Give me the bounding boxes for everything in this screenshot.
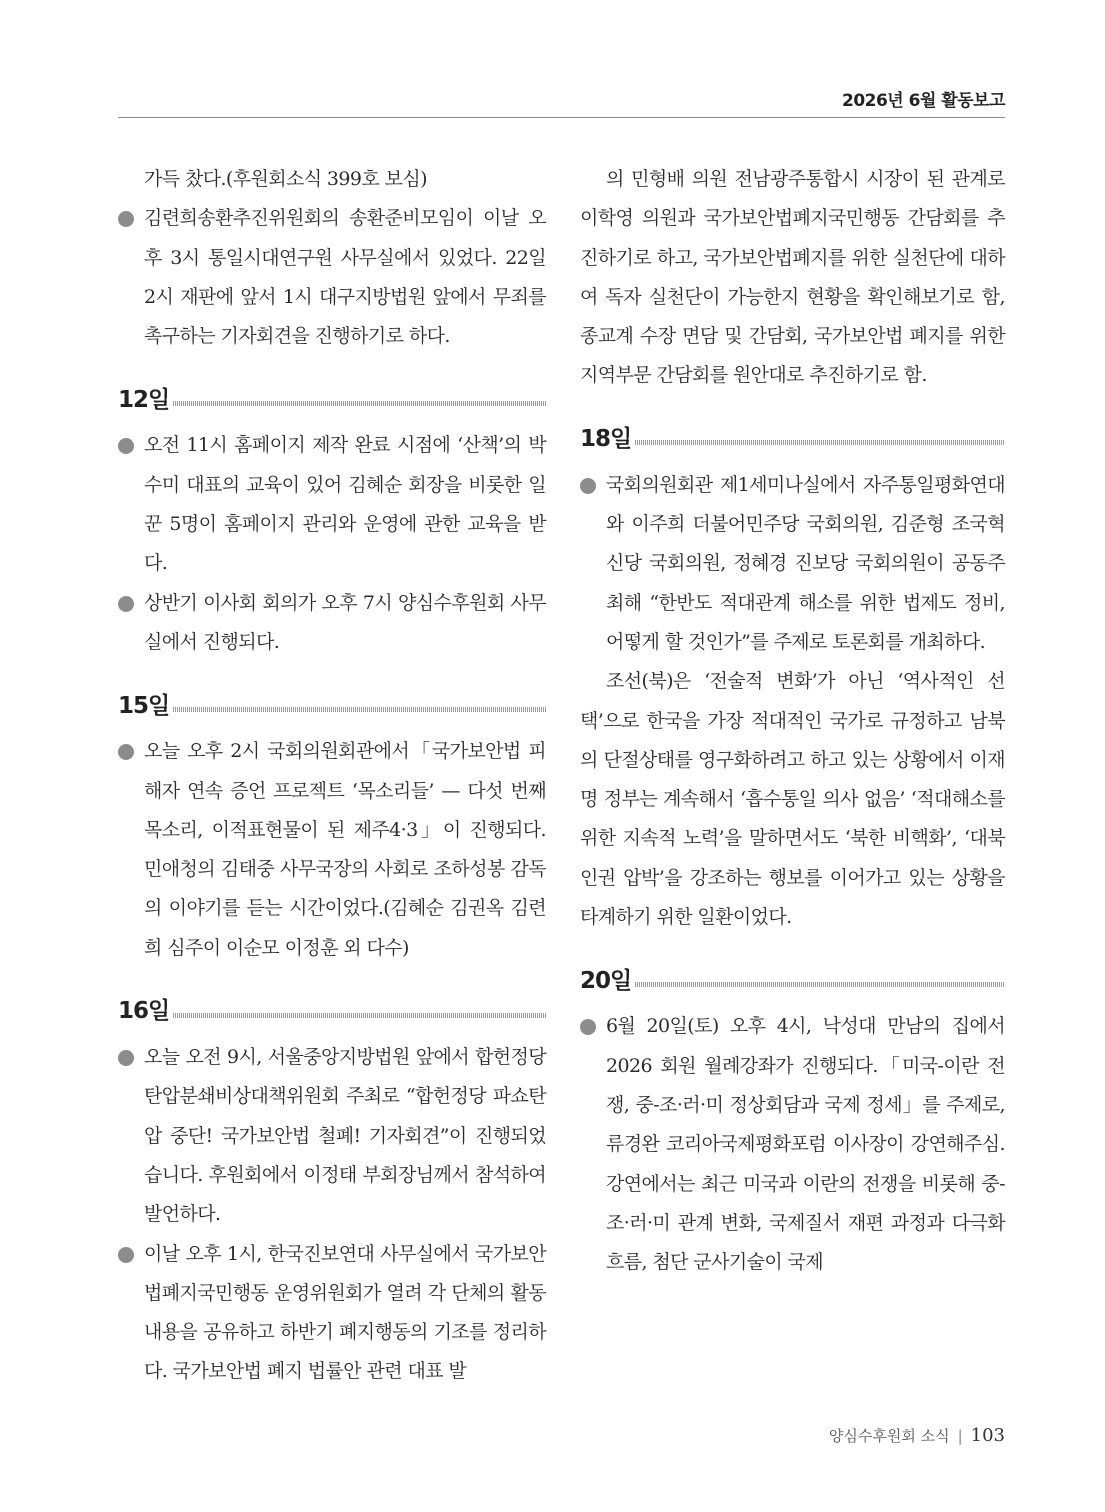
day-label: 20일 bbox=[580, 967, 632, 994]
item-text: 오늘 오후 2시 국회의원회관에서「국가보안법 피해자 연속 증언 프로젝트 ‘목소리들’ — 다섯 번째 목소리, 이적표현물이 된 제주4·3」이 진행되다. 민애청의 김태중 사무국장의 사회로 조하성봉 감독의 이야기를 듣는 시간이었다.(김혜순 김권옥 김련희 심주이 이순모 이정훈 외 다수) bbox=[144, 740, 546, 959]
item-text: 오늘 오전 9시, 서울중앙지방법원 앞에서 합헌정당탄압분쇄비상대책위원회 주최로 “합헌정당 파쇼탄압 중단! 국가보안법 철폐! 기자회견”이 진행되었습니다. 후원회에서 이정태 부회장님께서 참석하여 발언하다. bbox=[144, 1046, 546, 1226]
bullet-dot-icon bbox=[118, 438, 134, 454]
list-item bbox=[118, 199, 546, 356]
section-heading-12 bbox=[118, 378, 546, 422]
item-text: 이날 오후 1시, 한국진보연대 사무실에서 국가보안법폐지국민행동 운영위원회가 열려 각 단체의 활동내용을 공유하고 하반기 폐지행동의 기조를 정리하다. 국가보안법 폐지 법률안 관련 대표 발 bbox=[144, 1242, 546, 1383]
item-text: 오전 11시 홈페이지 제작 완료 시점에 ‘산책’의 박수미 대표의 교육이 있어 김혜순 회장을 비롯한 일꾼 5명이 홈페이지 관리와 운영에 관한 교육을 받다. bbox=[144, 434, 546, 575]
section-heading-15 bbox=[118, 684, 546, 728]
day-label: 18일 bbox=[580, 426, 632, 453]
continued-text: 의 민형배 의원 전남광주통합시 시장이 된 관계로 이학영 의원과 국가보안법폐지국민행동 간담회를 추진하기로 하고, 국가보안법폐지를 위한 실천단에 대하여 독자 실천단이 가능한지 현황을 확인해보기로 함, 종교계 수장 면담 및 간담회, 국가보안법 폐지를 위한 지역부문 간담회를 원안대로 추진하기로 함. bbox=[580, 168, 1005, 387]
item-text: 김련희송환추진위원회의 송환준비모임이 이날 오후 3시 통일시대연구원 사무실에서 있었다. 22일 2시 재판에 앞서 1시 대구지방법원 앞에서 무죄를 촉구하는 기자회견을 진행하기로 하다. bbox=[144, 207, 546, 348]
heading-rule bbox=[635, 982, 1005, 987]
heading-rule bbox=[635, 440, 1005, 445]
bullet-dot-icon bbox=[580, 478, 596, 494]
page-number: 103 bbox=[970, 1425, 1005, 1446]
list-item bbox=[118, 1038, 546, 1234]
bullet-dot-icon bbox=[118, 744, 134, 760]
day-label: 15일 bbox=[118, 692, 170, 719]
list-item bbox=[118, 732, 546, 968]
bullet-dot-icon bbox=[118, 211, 134, 227]
right-column bbox=[580, 160, 1005, 1282]
list-item bbox=[580, 1007, 1005, 1282]
header-rule bbox=[118, 117, 1005, 118]
bullet-dot-icon bbox=[118, 1050, 134, 1066]
item-text: 상반기 이사회 회의가 오후 7시 양심수후원회 사무실에서 진행되다. bbox=[144, 591, 546, 653]
page-footer bbox=[829, 1425, 1005, 1446]
item-text: 6월 20일(토) 오후 4시, 낙성대 만남의 집에서 2026 회원 월례강좌가 진행되다.「미국-이란 전쟁, 중-조·러·미 정상회담과 국제 정세」를 주제로, 류경완 코리아국제평화포럼 이사장이 강연해주심. 강연에서는 최근 미국과 이란의 전쟁을 비롯해 중-조·러·미 관계 변화, 국제질서 재편 과정과 다극화 흐름, 첨단 군사기술이 국제 bbox=[606, 1015, 1005, 1274]
heading-rule bbox=[173, 401, 546, 406]
heading-rule bbox=[173, 707, 546, 712]
section-heading-20 bbox=[580, 959, 1005, 1003]
item-text: 국회의원회관 제1세미나실에서 자주통일평화연대와 이주희 더불어민주당 국회의원, 김준형 조국혁신당 국회의원, 정혜경 진보당 국회의원이 공동주최해 “한반도 적대관계 해소를 위한 법제도 정비, 어떻게 할 것인가”를 주제로 토론회를 개최하다. bbox=[606, 473, 1005, 653]
section-heading-16 bbox=[118, 990, 546, 1034]
bullet-dot-icon bbox=[580, 1019, 596, 1035]
continued-text: 가득 찼다.(후원회소식 399호 보심) bbox=[144, 168, 427, 190]
section-heading-18 bbox=[580, 418, 1005, 462]
list-item bbox=[118, 426, 546, 583]
bullet-dot-icon bbox=[118, 1247, 134, 1263]
header-title: 2026년 6월 활동보고 bbox=[841, 91, 1005, 111]
publication-name: 양심수후원회 소식 bbox=[828, 1427, 950, 1445]
left-column bbox=[118, 160, 546, 1392]
list-item bbox=[118, 584, 546, 663]
footer-separator: | bbox=[957, 1427, 963, 1445]
body-paragraph: 조선(북)은 ‘전술적 변화’가 아닌 ‘역사적인 선택’으로 한국을 가장 적대적인 국가로 규정하고 남북의 단절상태를 영구화하려고 하고 있는 상황에서 이재명 정부는 계속해서 ‘흡수통일 의사 없음’ ‘적대해소를 위한 지속적 노력’을 말하면서도 ‘북한 비핵화’, ‘대북인권 압박’을 강조하는 행보를 이어가고 있는 상황을 타계하기 위한 일환이었다. bbox=[580, 670, 1005, 929]
day-label: 12일 bbox=[118, 386, 170, 413]
list-item bbox=[580, 466, 1005, 662]
heading-rule bbox=[173, 1013, 546, 1018]
day-label: 16일 bbox=[118, 998, 170, 1025]
list-item bbox=[118, 1235, 546, 1392]
bullet-dot-icon bbox=[118, 596, 134, 612]
